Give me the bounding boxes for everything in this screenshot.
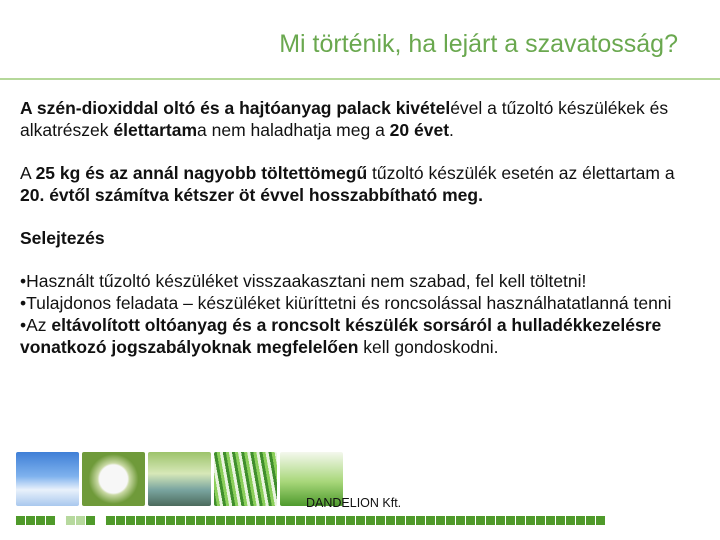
photo-strip bbox=[16, 452, 343, 506]
slide-title: Mi történik, ha lejárt a szavatosság? bbox=[279, 30, 678, 58]
text: ével a tűzoltó készülékek és alkatrészek bbox=[20, 98, 669, 140]
decorative-square-bar bbox=[16, 515, 656, 525]
bullet-item: •Tulajdonos feladata – készüléket kiüríttetni és roncsolással használhatatlanná tenni bbox=[20, 293, 672, 313]
bold-text: A szén-dioxiddal oltó és a hajtóanyag palack kivétel bbox=[20, 98, 451, 118]
title-divider bbox=[0, 78, 720, 80]
text: a nem haladhatja meg a bbox=[197, 120, 390, 140]
paragraph-extension bbox=[20, 162, 700, 206]
bullet-item bbox=[20, 314, 700, 358]
dandelion-photo bbox=[82, 452, 145, 506]
sky-photo bbox=[16, 452, 79, 506]
bold-text: élettartam bbox=[113, 120, 198, 140]
section-heading: Selejtezés bbox=[20, 228, 105, 248]
text: A bbox=[20, 163, 36, 183]
bold-text: eltávolított oltóanyag és a roncsolt készülék sorsáról a hulladékkezelésre vonatkozó jogszabályoknak megfelelően bbox=[20, 315, 662, 357]
text: •Az bbox=[20, 315, 52, 335]
grass-photo bbox=[214, 452, 277, 506]
bold-text: 20 évet bbox=[389, 120, 450, 140]
bold-text: 25 kg és az annál nagyobb töltettömegű bbox=[35, 163, 368, 183]
paragraph-lifetime bbox=[20, 97, 700, 141]
bold-text: 20. évtől számítva kétszer öt évvel hosszabbítható meg. bbox=[20, 185, 483, 205]
company-caption: DANDELION Kft. bbox=[306, 496, 402, 510]
text: . bbox=[449, 120, 454, 140]
slide-body bbox=[20, 97, 700, 358]
stream-photo bbox=[148, 452, 211, 506]
bullet-item: •Használt tűzoltó készüléket visszaakasztani nem szabad, fel kell töltetni! bbox=[20, 271, 587, 291]
text: kell gondoskodni. bbox=[358, 337, 499, 357]
text: tűzoltó készülék esetén az élettartam a bbox=[367, 163, 675, 183]
